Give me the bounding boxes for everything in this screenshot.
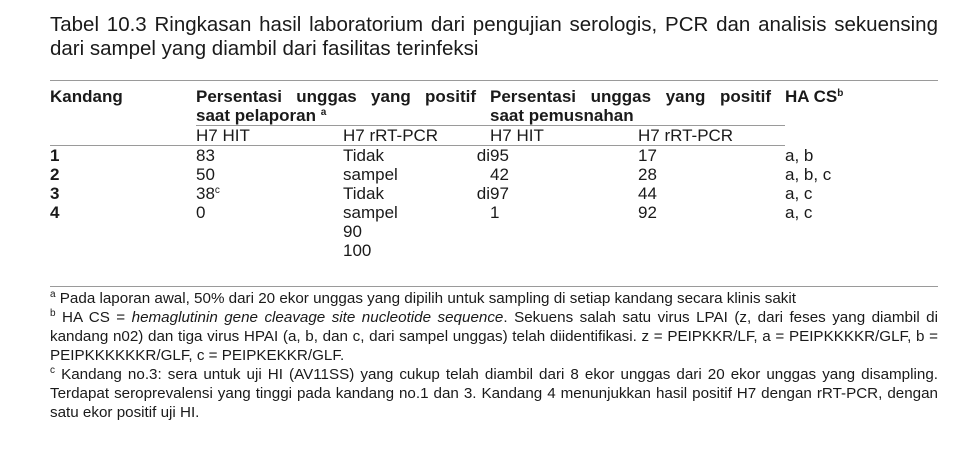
table-row: [50, 203, 938, 222]
header-kandang: Kandang: [50, 87, 123, 106]
subheader-pcr-pemusnahan: H7 rRT-PCR: [638, 126, 785, 146]
table-row: [50, 184, 938, 203]
cell-hacs: a, b: [785, 145, 814, 165]
cell-pcr-pelaporan: Tidak di: [343, 146, 490, 165]
footnote-b: $^b$ HA CS = hemaglutinin gene cleavage site nucleotide sequence. Sekuens salah satu virus LPAI (z, dari feses yang diambil di kandang n02) dan tiga virus HPAI (a, b, dan c, dari sampel unggas) telah diidentifikasi. z = PEIPKKR/LF, a = PEIPKKKKR/GLF, b = PEIPKKKKKKR/GLF, c = PEIPKEKKR/GLF.: [50, 308, 939, 364]
cell-hacs: a, c: [785, 184, 813, 203]
footnote-a: $^a$ Pada laporan awal, 50% dari 20 ekor unggas yang dipilih untuk sampling di setiap kandang secara klinis sakit: [50, 289, 796, 307]
cell-hit-pelaporan: 0: [196, 203, 206, 222]
lab-results-table: [50, 80, 938, 260]
cell-pcr-pelaporan: 100: [343, 241, 372, 260]
cell-kandang: 1: [50, 146, 60, 165]
table-row-continued: [50, 222, 938, 241]
cell-hacs: a, c: [785, 203, 813, 222]
cell-hacs: a, b, c: [785, 165, 832, 184]
cell-pcr-pelaporan: Tidak di: [343, 184, 490, 203]
cell-pcr-pelaporan: sampel: [343, 203, 398, 222]
cell-pcr-pemusnahan: 17: [638, 146, 657, 165]
cell-pcr-pelaporan: sampel: [343, 165, 398, 184]
subheader-hit-pelaporan: H7 HIT: [196, 126, 343, 146]
cell-pcr-pemusnahan: 92: [638, 203, 657, 222]
cell-hit-pelaporan: 83: [196, 146, 215, 165]
header-hacs: HA $CS^b$: [785, 87, 844, 106]
footnote-divider: [50, 286, 938, 287]
table-row: [50, 146, 938, 166]
cell-hit-pemusnahan: 42: [490, 165, 509, 184]
cell-kandang: 4: [50, 203, 60, 222]
header-pemusnahan: Persentasi unggas yang positif saat pemusnahan: [490, 87, 771, 125]
header-pelaporan: Persentasi unggas yang positif saat pelaporan $^a$: [196, 87, 476, 125]
footnote-c: $^c$ Kandang no.3: sera untuk uji HI (AV11SS) yang cukup telah diambil dari 8 ekor unggas dari 20 ekor unggas yang disampling. Terdapat seroprevalensi yang tinggi pada kandang no.1 dan 3. Kandang 4 menunjukkan hasil positif H7 dengan rRT-PCR, dengan satu ekor positif uji HI.: [50, 365, 938, 421]
cell-pcr-pemusnahan: 28: [638, 165, 657, 184]
table-caption: Tabel 10.3 Ringkasan hasil laboratorium dari pengujian serologis, PCR dan analisis sekuensing dari sampel yang diambil dari fasilitas terinfeksi: [50, 13, 938, 60]
cell-hit-pemusnahan: 95: [490, 146, 509, 165]
cell-pcr-pemusnahan: 44: [638, 184, 657, 203]
cell-pcr-pelaporan: 90: [343, 222, 362, 241]
table-row: [50, 165, 938, 184]
subheader-pcr-pelaporan: H7 rRT-PCR: [343, 126, 490, 146]
cell-kandang: 3: [50, 184, 60, 203]
table-row-continued: [50, 241, 938, 260]
cell-hit-pemusnahan: 1: [490, 203, 500, 222]
footnotes: [50, 289, 938, 422]
cell-hit-pemusnahan: 97: [490, 184, 509, 203]
table-header-row: [50, 81, 938, 126]
cell-hit-pelaporan: 38$^c$: [196, 184, 220, 203]
cell-kandang: 2: [50, 165, 60, 184]
subheader-hit-pemusnahan: H7 HIT: [490, 126, 638, 146]
cell-hit-pelaporan: 50: [196, 165, 215, 184]
